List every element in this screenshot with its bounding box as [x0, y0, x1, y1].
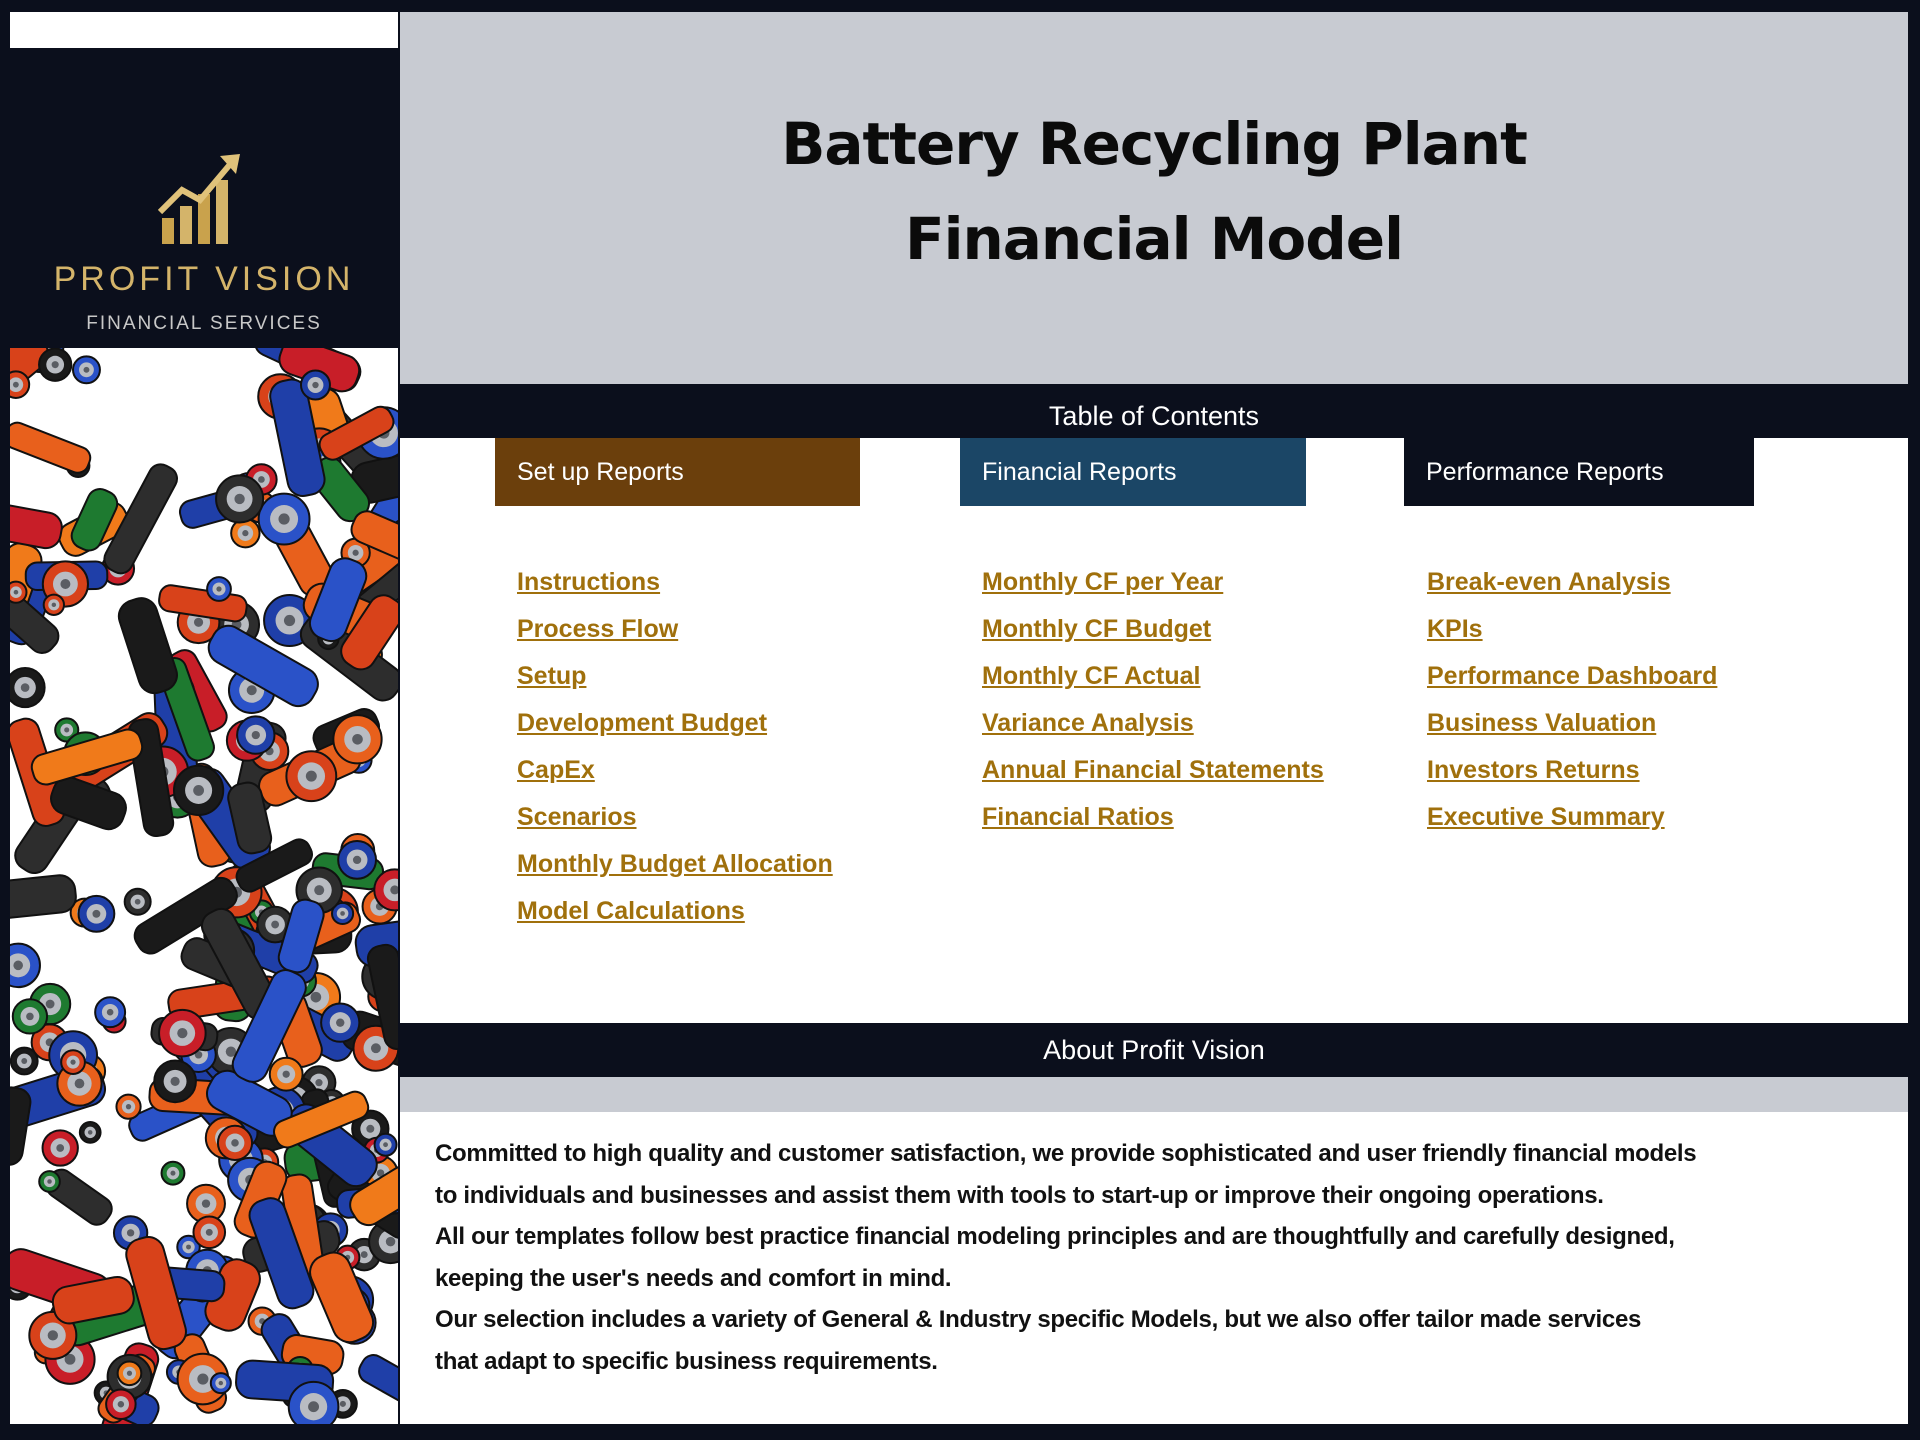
category-financial-reports: Financial Reports [960, 438, 1306, 506]
about-text [435, 1140, 1855, 1389]
link-annual-financial-statements[interactable]: Annual Financial Statements [982, 756, 1324, 784]
link-break-even-analysis[interactable]: Break-even Analysis [1427, 568, 1671, 596]
about-line: Committed to high quality and customer satisfaction, we provide sophisticated and user friendly financial models [435, 1140, 1697, 1167]
link-monthly-cf-budget[interactable]: Monthly CF Budget [982, 615, 1212, 643]
link-monthly-cf-actual[interactable]: Monthly CF Actual [982, 662, 1201, 690]
link-capex[interactable]: CapEx [517, 756, 595, 784]
link-development-budget[interactable]: Development Budget [517, 709, 768, 737]
rising-chart-logo-icon [158, 154, 242, 246]
page-title-line-2: Financial Model [905, 205, 1403, 273]
performance-reports-links [1427, 568, 1717, 850]
table-of-contents [400, 438, 1908, 1023]
about-line: that adapt to specific business requirements. [435, 1347, 938, 1375]
top-left-strip [10, 12, 398, 48]
batteries-illustration [10, 348, 398, 1424]
link-instructions[interactable]: Instructions [517, 568, 661, 596]
link-performance-dashboard[interactable]: Performance Dashboard [1427, 662, 1718, 690]
link-monthly-cf-per-year[interactable]: Monthly CF per Year [982, 568, 1224, 596]
brand-name: PROFIT VISION [53, 260, 355, 298]
batteries-photo [10, 348, 398, 1424]
about-line: Our selection includes a variety of General & Industry specific Models, but we also offer tailor made services [435, 1306, 1642, 1333]
link-monthly-budget-allocation[interactable]: Monthly Budget Allocation [517, 850, 833, 878]
link-kpis[interactable]: KPIs [1427, 615, 1483, 643]
link-setup[interactable]: Setup [517, 662, 587, 690]
toc-heading: Table of Contents [400, 386, 1908, 438]
battery-pile [10, 348, 398, 1424]
brand-subtitle: FINANCIAL SERVICES [86, 313, 322, 334]
page-title-line-1: Battery Recycling Plant [781, 110, 1527, 178]
brand-logo-area [10, 48, 398, 348]
link-scenarios[interactable]: Scenarios [517, 803, 637, 831]
about-section [400, 1112, 1908, 1424]
about-line: keeping the user's needs and comfort in mind. [435, 1264, 952, 1292]
setup-reports-links [517, 568, 833, 944]
about-line: to individuals and businesses and assist them with tools to start-up or improve their ongoing operations. [435, 1181, 1604, 1209]
category-performance-reports: Performance Reports [1404, 438, 1754, 506]
link-financial-ratios[interactable]: Financial Ratios [982, 803, 1174, 831]
about-separator [400, 1077, 1908, 1112]
link-business-valuation[interactable]: Business Valuation [1427, 709, 1657, 737]
link-investors-returns[interactable]: Investors Returns [1427, 756, 1640, 784]
financial-reports-links [982, 568, 1324, 850]
about-line: All our templates follow best practice financial modeling principles and are thoughtfully and carefully designed, [435, 1223, 1675, 1250]
title-panel [400, 12, 1908, 384]
link-variance-analysis[interactable]: Variance Analysis [982, 709, 1194, 737]
link-model-calculations[interactable]: Model Calculations [517, 897, 745, 925]
link-process-flow[interactable]: Process Flow [517, 615, 679, 643]
category-setup-reports: Set up Reports [495, 438, 860, 506]
about-heading: About Profit Vision [400, 1023, 1908, 1077]
link-executive-summary[interactable]: Executive Summary [1427, 803, 1665, 831]
